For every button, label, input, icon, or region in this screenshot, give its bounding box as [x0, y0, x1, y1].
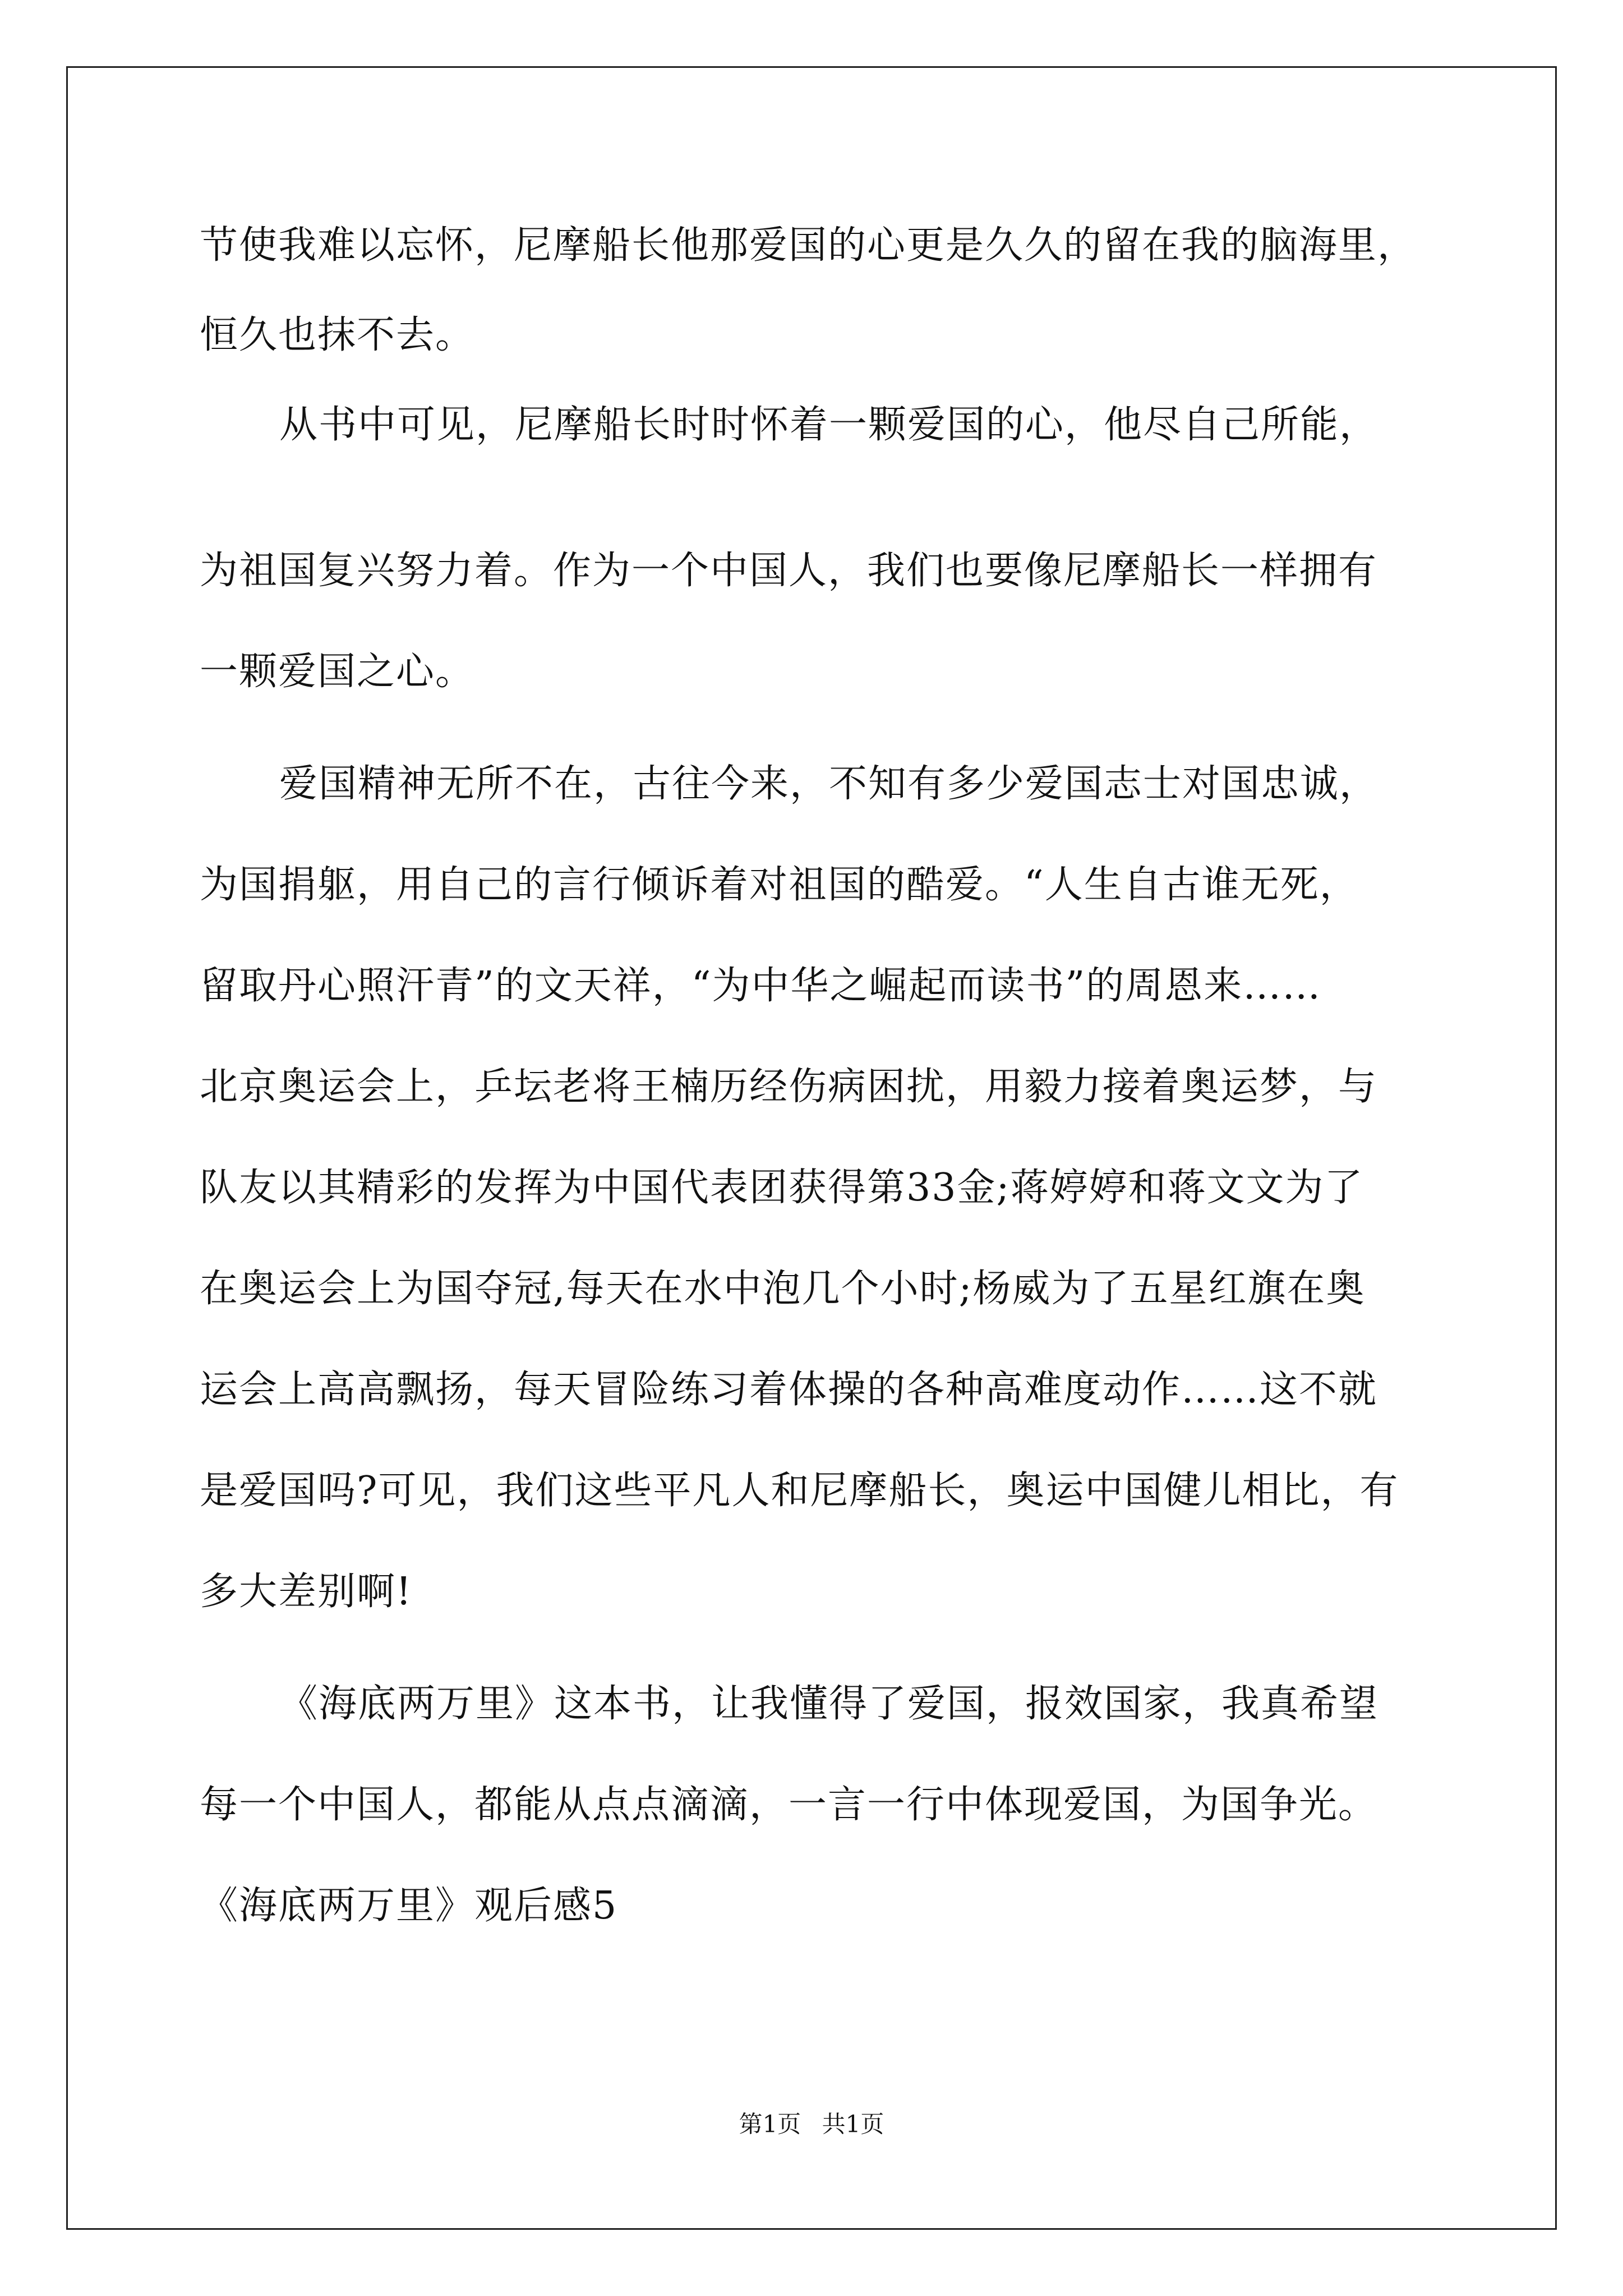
text-line: 一颗爱国之心。: [200, 650, 475, 694]
page-footer: [0, 2110, 1623, 2138]
total-pages: 共1页: [822, 2110, 884, 2138]
text-line: 多大差别啊!: [200, 1570, 413, 1614]
text-line: 为祖国复兴努力着。作为一个中国人，我们也要像尼摩船长一样拥有: [200, 549, 1378, 593]
section-heading: 《海底两万里》观后感5: [200, 1884, 618, 1928]
paragraph-start-line: 《海底两万里》这本书，让我懂得了爱国，报效国家，我真希望: [279, 1682, 1379, 1726]
text-line: 运会上高高飘扬，每天冒险练习着体操的各种高难度动作……这不就: [200, 1368, 1378, 1412]
text-line: 节使我难以忘怀，尼摩船长他那爱国的心更是久久的留在我的脑海里，: [200, 223, 1417, 268]
text-line: 为国捐躯，用自己的言行倾诉着对祖国的酷爱。“人生自古谁无死，: [200, 863, 1359, 907]
text-line: 每一个中国人，都能从点点滴滴，一言一行中体现爱国，为国争光。: [200, 1783, 1378, 1827]
text-line: 队友以其精彩的发挥为中国代表团获得第33金;蒋婷婷和蒋文文为了: [200, 1166, 1364, 1210]
page-number: 第1页: [739, 2110, 801, 2138]
text-line: 留取丹心照汗青”的文天祥，“为中华之崛起而读书”的周恩来……: [200, 964, 1322, 1008]
paragraph-start-line: 爱国精神无所不在，古往今来，不知有多少爱国志士对国忠诚，: [279, 762, 1379, 806]
text-line: 在奥运会上为国夺冠,每天在水中泡几个小时;杨威为了五星红旗在奥: [200, 1267, 1366, 1311]
text-line: 恒久也抹不去。: [200, 313, 475, 357]
text-line: 是爱国吗?可见，我们这些平凡人和尼摩船长，奥运中国健儿相比，有: [200, 1469, 1399, 1513]
text-line: 北京奥运会上，乒坛老将王楠历经伤病困扰，用毅力接着奥运梦，与: [200, 1065, 1378, 1109]
paragraph-start-line: 从书中可见，尼摩船长时时怀着一颗爱国的心，他尽自己所能，: [279, 403, 1379, 447]
